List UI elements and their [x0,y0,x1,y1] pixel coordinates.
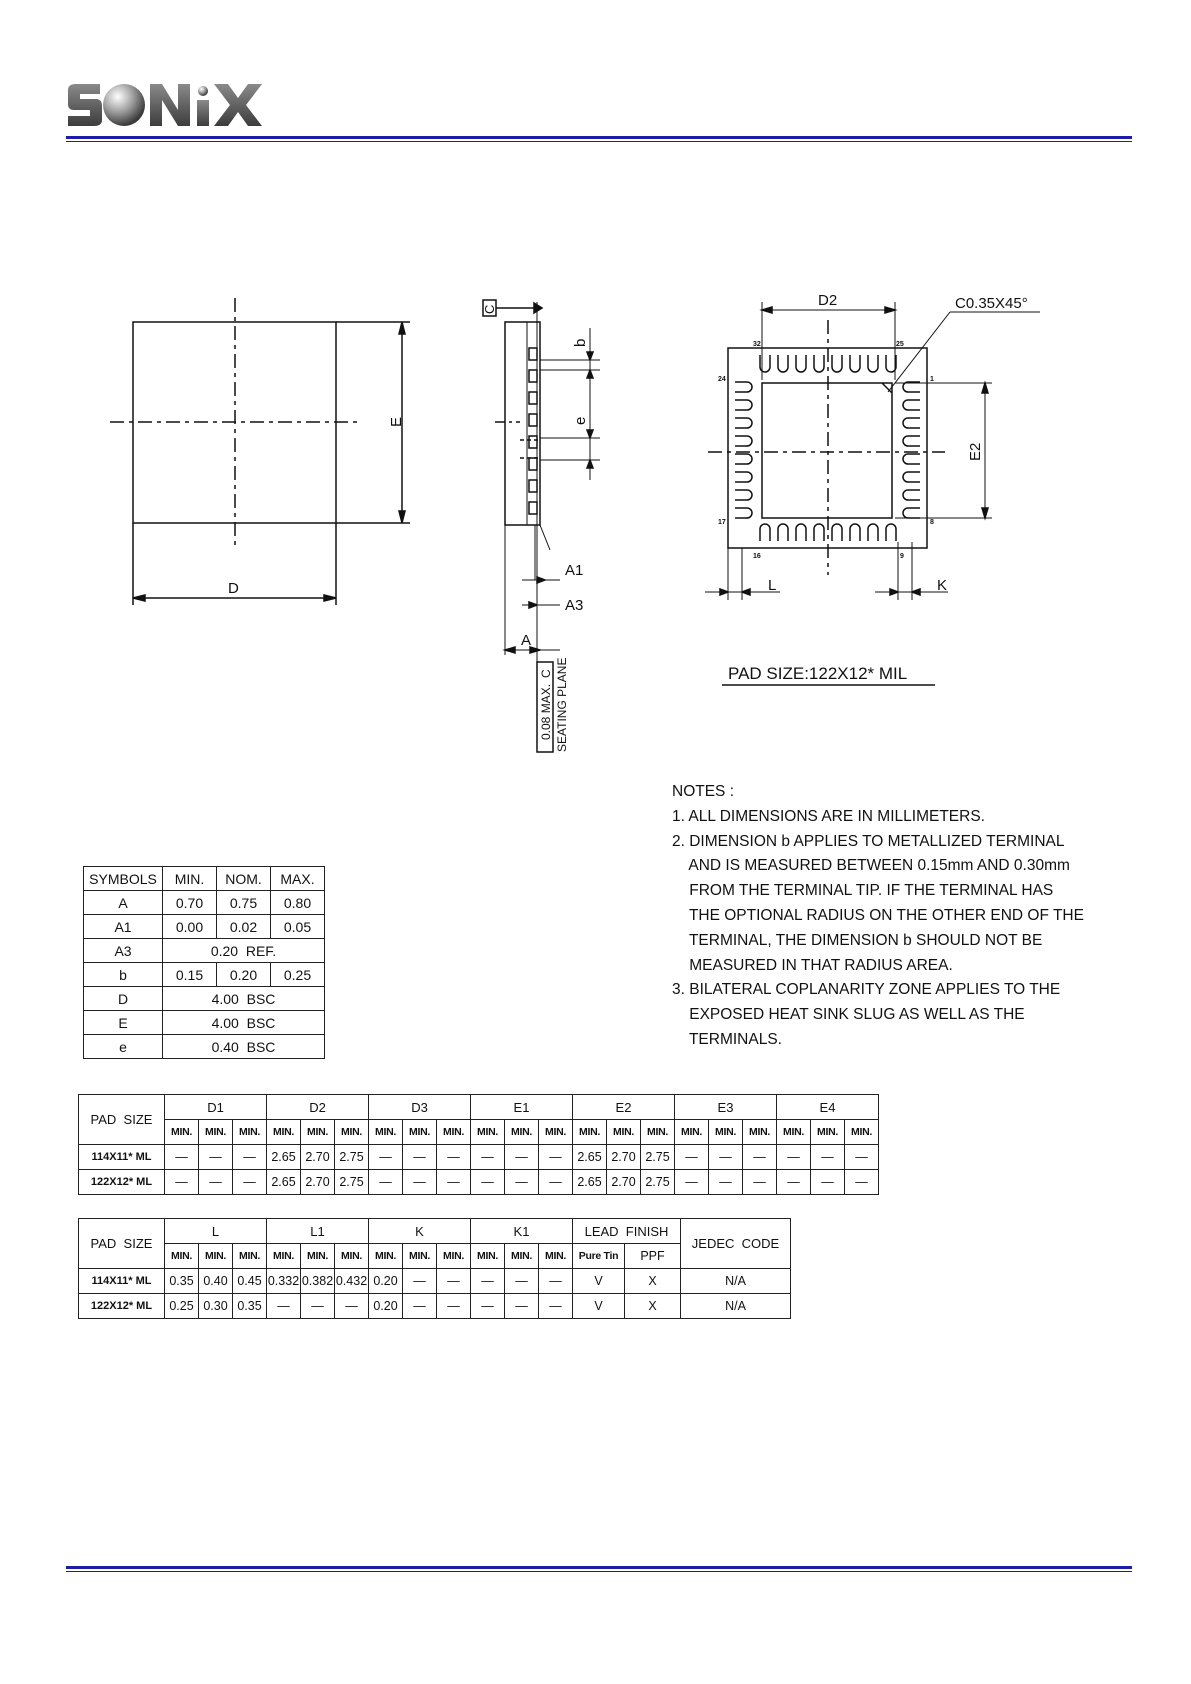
value-cell: — [301,1294,335,1319]
group-header: E4 [777,1095,879,1120]
sub-header-cell: MIN. [573,1120,607,1145]
value-cell: — [777,1170,811,1195]
value-cell: — [777,1145,811,1170]
group-header: D2 [267,1095,369,1120]
table-row [79,1145,879,1170]
lead-finish-header: LEAD FINISH [573,1219,681,1244]
value-cell: 0.25 [271,963,325,987]
value-cell: — [471,1269,505,1294]
value-cell: — [403,1294,437,1319]
table-row [84,987,325,1011]
sub-header-cell: MIN. [301,1244,335,1269]
sub-header-cell: MIN. [165,1244,199,1269]
group-header: D3 [369,1095,471,1120]
value-cell: 0.20 REF. [163,939,325,963]
group-header: E1 [471,1095,573,1120]
value-cell: V [573,1294,625,1319]
value-cell: — [199,1170,233,1195]
value-cell: — [335,1294,369,1319]
footer-rule [66,1566,1132,1572]
value-cell: — [437,1170,471,1195]
value-cell: — [369,1170,403,1195]
value-cell: 0.332 [267,1269,301,1294]
sub-header-cell: MIN. [471,1120,505,1145]
pin-label: 25 [896,341,904,348]
value-cell: — [811,1145,845,1170]
value-cell: 0.15 [163,963,217,987]
row-label: 114X11* ML [79,1269,165,1294]
value-cell: 2.65 [573,1170,607,1195]
sub-header-cell: MIN. [369,1244,403,1269]
notes-line: MEASURED IN THAT RADIUS AREA. [672,956,953,974]
value-cell: 0.80 [271,891,325,915]
group-header: K1 [471,1219,573,1244]
row-label: 122X12* ML [79,1294,165,1319]
sub-header-cell: MIN. [607,1120,641,1145]
value-cell: 2.65 [267,1145,301,1170]
bottom-dim-k: K [937,577,948,594]
symbol-dimension-table [83,866,325,1059]
sub-header-cell: MIN. [233,1120,267,1145]
value-cell: X [625,1269,681,1294]
side-datum-c: C [482,304,497,314]
sub-header-cell: MIN. [505,1120,539,1145]
value-cell: 2.65 [267,1170,301,1195]
sub-header-cell: PPF [625,1244,681,1269]
value-cell: — [505,1170,539,1195]
value-cell: 0.00 [163,915,217,939]
value-cell: — [471,1170,505,1195]
top-view [110,298,410,605]
value-cell: — [471,1145,505,1170]
sub-header-cell: MIN. [233,1244,267,1269]
value-cell: N/A [681,1269,791,1294]
value-cell: V [573,1269,625,1294]
header-cell: SYMBOLS [84,867,163,891]
bottom-dim-l: L [768,577,777,594]
value-cell: 0.20 [369,1269,403,1294]
value-cell: — [505,1294,539,1319]
value-cell: — [539,1269,573,1294]
value-cell: — [403,1269,437,1294]
value-cell: 2.70 [301,1145,335,1170]
table-row [84,915,325,939]
pad-table-d-e [78,1094,879,1195]
pin-label: 9 [900,553,904,560]
sub-header-cell: MIN. [641,1120,675,1145]
value-cell: 0.75 [217,891,271,915]
value-cell: — [437,1294,471,1319]
sub-header-cell: MIN. [335,1120,369,1145]
notes-block [672,780,1142,1053]
value-cell: — [709,1170,743,1195]
value-cell: 0.45 [233,1269,267,1294]
side-dim-a: A [521,632,532,649]
value-cell: 2.70 [607,1170,641,1195]
value-cell: — [437,1269,471,1294]
table-row [79,1095,879,1120]
bottom-dim-e2: E2 [967,442,984,461]
group-header: K [369,1219,471,1244]
sub-header-cell: MIN. [811,1120,845,1145]
value-cell: 0.35 [165,1269,199,1294]
sub-header-cell: MIN. [335,1244,369,1269]
header-cell: MAX. [271,867,325,891]
table-row [84,867,325,891]
table-row [84,939,325,963]
sub-header-cell: MIN. [437,1120,471,1145]
symbol-cell: A3 [84,939,163,963]
pin-label: 8 [930,519,934,526]
value-cell: N/A [681,1294,791,1319]
sub-header-cell: MIN. [403,1120,437,1145]
side-flatness: 0.08 MAX. [539,683,553,740]
header-rule [66,136,1132,142]
notes-line: FROM THE TERMINAL TIP. IF THE TERMINAL HAS [672,882,1054,900]
value-cell: — [743,1170,777,1195]
value-cell: — [675,1145,709,1170]
value-cell: — [505,1269,539,1294]
table-row [84,963,325,987]
group-header: E2 [573,1095,675,1120]
symbol-cell: D [84,987,163,1011]
value-cell: — [233,1170,267,1195]
jedec-header: JEDEC CODE [681,1219,791,1269]
value-cell: 0.30 [199,1294,233,1319]
value-cell: — [165,1145,199,1170]
pin-label: 17 [718,519,726,526]
value-cell: 2.75 [335,1145,369,1170]
value-cell: — [403,1170,437,1195]
value-cell: 2.70 [607,1145,641,1170]
value-cell: 0.20 [217,963,271,987]
value-cell: 2.75 [641,1145,675,1170]
sub-header-cell: MIN. [165,1120,199,1145]
value-cell: 0.40 BSC [163,1035,325,1059]
value-cell: 0.35 [233,1294,267,1319]
sub-header-cell: MIN. [539,1120,573,1145]
table-row [79,1170,879,1195]
row-label: 114X11* ML [79,1145,165,1170]
pin-label: 1 [930,376,934,383]
value-cell: 0.05 [271,915,325,939]
side-seating-plane: SEATING PLANE [555,657,569,752]
bottom-view [705,302,1040,685]
table-row [84,891,325,915]
value-cell: — [505,1145,539,1170]
value-cell: 0.382 [301,1269,335,1294]
pin-label: 24 [718,376,726,383]
value-cell: 2.65 [573,1145,607,1170]
value-cell: — [539,1294,573,1319]
sub-header-cell: MIN. [471,1244,505,1269]
sub-header-cell: MIN. [403,1244,437,1269]
notes-line: 2. DIMENSION b APPLIES TO METALLIZED TERMINAL [672,832,1065,850]
notes-line: AND IS MEASURED BETWEEN 0.15mm AND 0.30mm [672,857,1070,875]
symbol-cell: E [84,1011,163,1035]
sub-header-cell: MIN. [199,1120,233,1145]
value-cell: — [471,1294,505,1319]
sub-header-cell: MIN. [709,1120,743,1145]
notes-line: EXPOSED HEAT SINK SLUG AS WELL AS THE [672,1006,1025,1024]
value-cell: — [811,1170,845,1195]
value-cell: 0.432 [335,1269,369,1294]
sub-header-cell: MIN. [845,1120,879,1145]
row-label: 122X12* ML [79,1170,165,1195]
pad-table-l-k [78,1218,791,1319]
side-dim-a3: A3 [565,597,584,614]
value-cell: 0.02 [217,915,271,939]
value-cell: 0.70 [163,891,217,915]
value-cell: — [845,1170,879,1195]
sub-header-cell: Pure Tin [573,1244,625,1269]
value-cell: X [625,1294,681,1319]
table-row [84,1035,325,1059]
notes-line: TERMINAL, THE DIMENSION b SHOULD NOT BE [672,931,1043,949]
value-cell: 4.00 BSC [163,1011,325,1035]
sub-header-cell: MIN. [743,1120,777,1145]
notes-line: 1. ALL DIMENSIONS ARE IN MILLIMETERS. [672,807,985,825]
value-cell: — [369,1145,403,1170]
value-cell: — [267,1294,301,1319]
value-cell: — [709,1145,743,1170]
side-dim-e: e [572,416,589,425]
bottom-dim-d2: D2 [818,292,838,309]
pad-size-header: PAD SIZE [79,1095,165,1145]
sub-header-cell: MIN. [505,1244,539,1269]
sub-header-cell: MIN. [267,1244,301,1269]
notes-line: 3. BILATERAL COPLANARITY ZONE APPLIES TO THE [672,981,1061,999]
group-header: L1 [267,1219,369,1244]
sub-header-cell: MIN. [675,1120,709,1145]
value-cell: — [845,1145,879,1170]
sub-header-cell: MIN. [199,1244,233,1269]
notes-line: THE OPTIONAL RADIUS ON THE OTHER END OF THE [672,906,1084,924]
value-cell: — [675,1170,709,1195]
value-cell: 2.70 [301,1170,335,1195]
sub-header-cell: MIN. [539,1244,573,1269]
symbol-cell: A [84,891,163,915]
value-cell: 0.40 [199,1269,233,1294]
sub-header-cell: MIN. [267,1120,301,1145]
value-cell: — [743,1145,777,1170]
header-cell: MIN. [163,867,217,891]
value-cell: — [403,1145,437,1170]
bottom-chamfer: C0.35X45° [955,295,1028,312]
table-row [79,1219,791,1244]
table-row [79,1269,791,1294]
header-cell: NOM. [217,867,271,891]
pad-size-caption: PAD SIZE:122X12* MIL [728,664,908,683]
symbol-cell: e [84,1035,163,1059]
table-row [79,1120,879,1145]
value-cell: — [199,1145,233,1170]
value-cell: — [233,1145,267,1170]
pin-label: 32 [753,341,761,348]
package-drawing [0,280,1191,780]
value-cell: — [165,1170,199,1195]
value-cell: 4.00 BSC [163,987,325,1011]
symbol-cell: A1 [84,915,163,939]
notes-line: TERMINALS. [672,1030,782,1048]
sub-header-cell: MIN. [301,1120,335,1145]
notes-line: NOTES : [672,783,735,800]
value-cell: 2.75 [641,1170,675,1195]
side-dim-b: b [572,338,589,347]
side-flatness-ref: C [539,669,553,678]
value-cell: 0.25 [165,1294,199,1319]
sonix-logo [66,82,271,128]
value-cell: — [539,1145,573,1170]
side-dim-a1: A1 [565,562,584,579]
value-cell: 2.75 [335,1170,369,1195]
top-dim-d: D [228,580,239,597]
value-cell: — [539,1170,573,1195]
group-header: D1 [165,1095,267,1120]
symbol-cell: b [84,963,163,987]
value-cell: 0.20 [369,1294,403,1319]
value-cell: — [437,1145,471,1170]
group-header: L [165,1219,267,1244]
sub-header-cell: MIN. [777,1120,811,1145]
sub-header-cell: MIN. [437,1244,471,1269]
pin-label: 16 [753,553,761,560]
table-row [84,1011,325,1035]
pad-size-header: PAD SIZE [79,1219,165,1269]
table-row [79,1294,791,1319]
sub-header-cell: MIN. [369,1120,403,1145]
group-header: E3 [675,1095,777,1120]
top-dim-e: E [388,416,405,427]
